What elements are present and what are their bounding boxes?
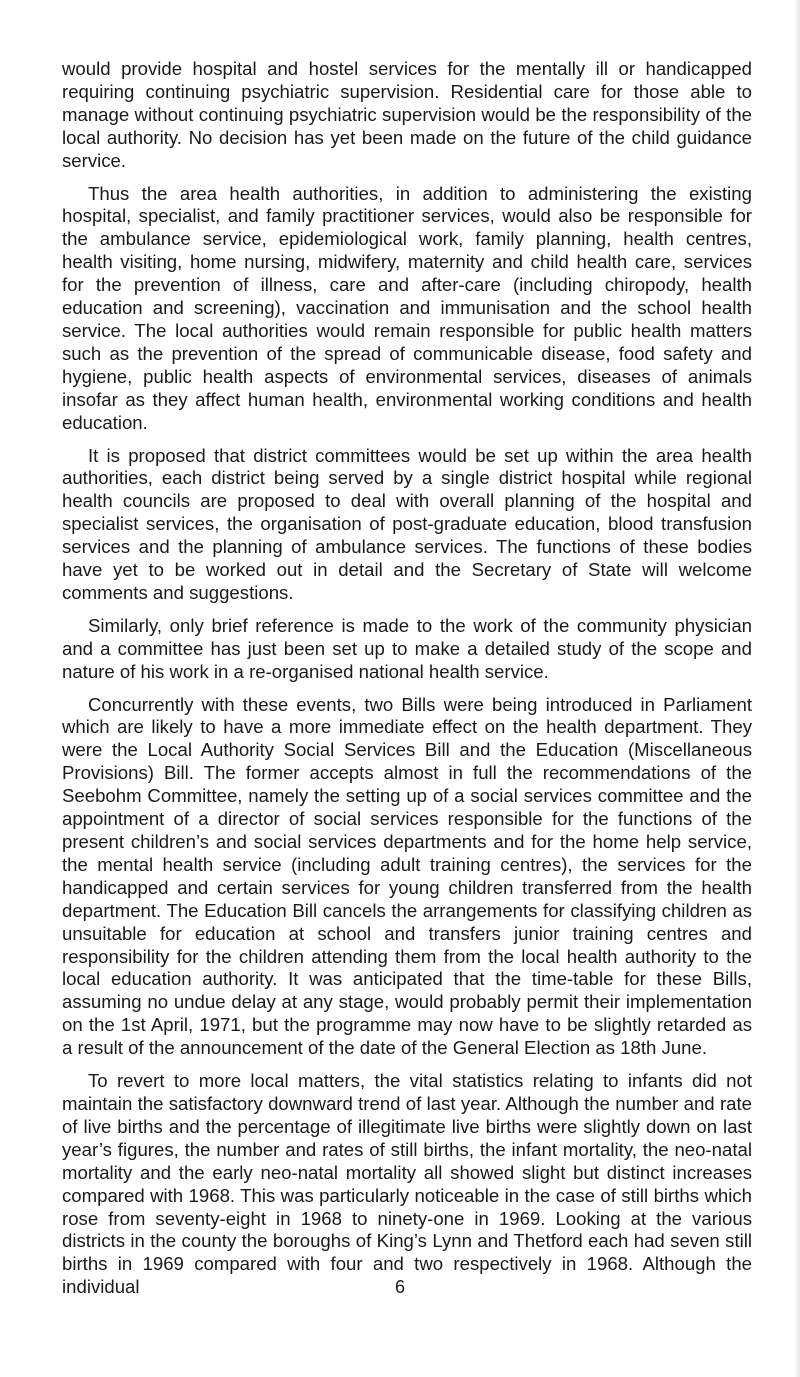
document-page	[62, 58, 752, 1309]
paragraph-1: would provide hospital and hostel services for the mentally ill or handicapped requiring continuing psychiatric supervision. Residential care for those able to manage without continuing psychiatric supervision would be the responsibility of the local authority. No decision has yet been made on the future of the child guidance service.	[62, 58, 752, 171]
paragraph-2: Thus the area health authorities, in addition to administering the existing hospital, specialist, and family practitioner services, would also be responsible for the ambulance service, epidemiological work, family planning, health centres, health visiting, home nursing, midwifery, maternity and child health care, services for the prevention of illness, care and after-care (including chiropody, health education and screening), vaccination and immunisation and the school health service. The local authorities would remain responsible for public health matters such as the prevention of the spread of communicable disease, food safety and hygiene, public health aspects of environmental services, diseases of animals insofar as they affect human health, environmental working conditions and health education.	[62, 182, 752, 433]
page-number: 6	[394, 1277, 405, 1297]
paragraph-6: To revert to more local matters, the vital statistics relating to infants did not maintain the satisfactory downward trend of last year. Although the number and rate of live births and the percentage of illegitimate live births were slightly down on last year’s figures, the number and rates of still births, the infant mortality, the neo-natal mortality and the early neo-natal mortality all showed slight but distinct increases compared with 1968. This was particularly noticeable in the case of still births which rose from seventy-eight in 1968 to ninety-one in 1969. Looking at the various districts in the county the boroughs of King’s Lynn and Thetford each had seven still births in 1969 compared with four and two respectively in 1968. Although the individual	[62, 1070, 752, 1298]
paragraph-3: It is proposed that district committees would be set up within the area health authorities, each district being served by a single district hospital while regional health councils are proposed to deal with overall planning of the hospital and specialist services, the organisation of post-graduate education, blood transfusion services and the planning of ambulance services. The functions of these bodies have yet to be worked out in detail and the Secretary of State will welcome comments and suggestions.	[62, 444, 752, 603]
paragraph-5: Concurrently with these events, two Bills were being introduced in Parliament which are likely to have a more immediate effect on the health department. They were the Local Authority Social Services Bill and the Education (Miscellaneous Provisions) Bill. The former accepts almost in full the recommendations of the Seebohm Committee, namely the setting up of a social services committee and the appointment of a director of social services responsible for the functions of the present children’s and social services departments and for the home help service, the mental health service (including adult training centres), the services for the handicapped and certain services for young children transferred from the health department. The Education Bill cancels the arrangements for classifying children as unsuitable for education at school and transfers junior training centres and responsibility for the children attending them from the local health authority to the local education authority. It was anticipated that the time-table for these Bills, assuming no undue delay at any stage, would probably permit their implementation on the 1st April, 1971, but the programme may now have to be slightly retarded as a result of the announcement of the date of the General Election as 18th June.	[62, 693, 752, 1059]
page-edge-shadow	[794, 0, 800, 1377]
paragraph-4: Similarly, only brief reference is made to the work of the community physician and a committee has just been set up to make a detailed study of the scope and nature of his work in a re-organised national health service.	[62, 614, 752, 682]
